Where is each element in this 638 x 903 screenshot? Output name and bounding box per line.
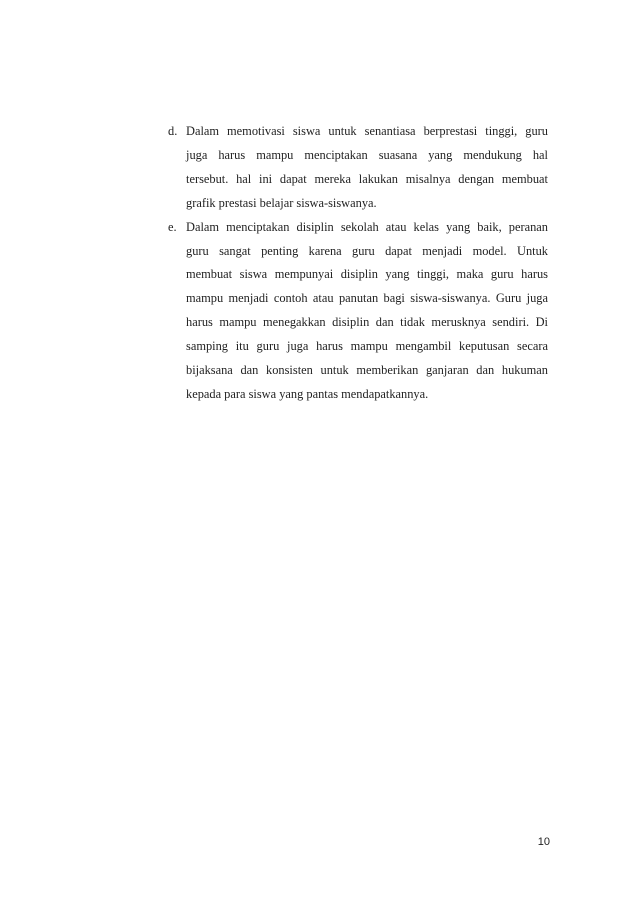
list-item-d: [168, 120, 548, 216]
text-line: harus mampu menegakkan disiplin dan tidak merusknya sendiri. Di: [186, 315, 548, 330]
text-line: tersebut. hal ini dapat mereka lakukan misalnya dengan membuat: [186, 171, 548, 186]
text-line: mampu menjadi contoh atau panutan bagi siswa-siswanya. Guru juga: [186, 291, 548, 306]
text-line: Dalam memotivasi siswa untuk senantiasa berprestasi tinggi, guru: [186, 124, 548, 138]
text-line: kepada para siswa yang pantas mendapatkannya.: [186, 386, 429, 401]
body-list: [168, 120, 548, 407]
page-number: 10: [537, 836, 550, 848]
text-line: samping itu guru juga harus mampu mengambil keputusan secara: [186, 339, 548, 354]
text-line: juga harus mampu menciptakan suasana yang mendukung hal: [186, 147, 548, 162]
list-marker: e.: [168, 219, 177, 234]
text-line: Dalam menciptakan disiplin sekolah atau kelas yang baik, peranan: [186, 219, 548, 234]
text-line: grafik prestasi belajar siswa-siswanya.: [186, 195, 377, 210]
list-marker: d.: [168, 124, 178, 138]
text-line: bijaksana dan konsisten untuk memberikan ganjaran dan hukuman: [186, 363, 548, 378]
text-line: guru sangat penting karena guru dapat menjadi model. Untuk: [186, 243, 548, 258]
list-item-e: [168, 216, 548, 407]
text-line: membuat siswa mempunyai disiplin yang tinggi, maka guru harus: [186, 267, 548, 282]
